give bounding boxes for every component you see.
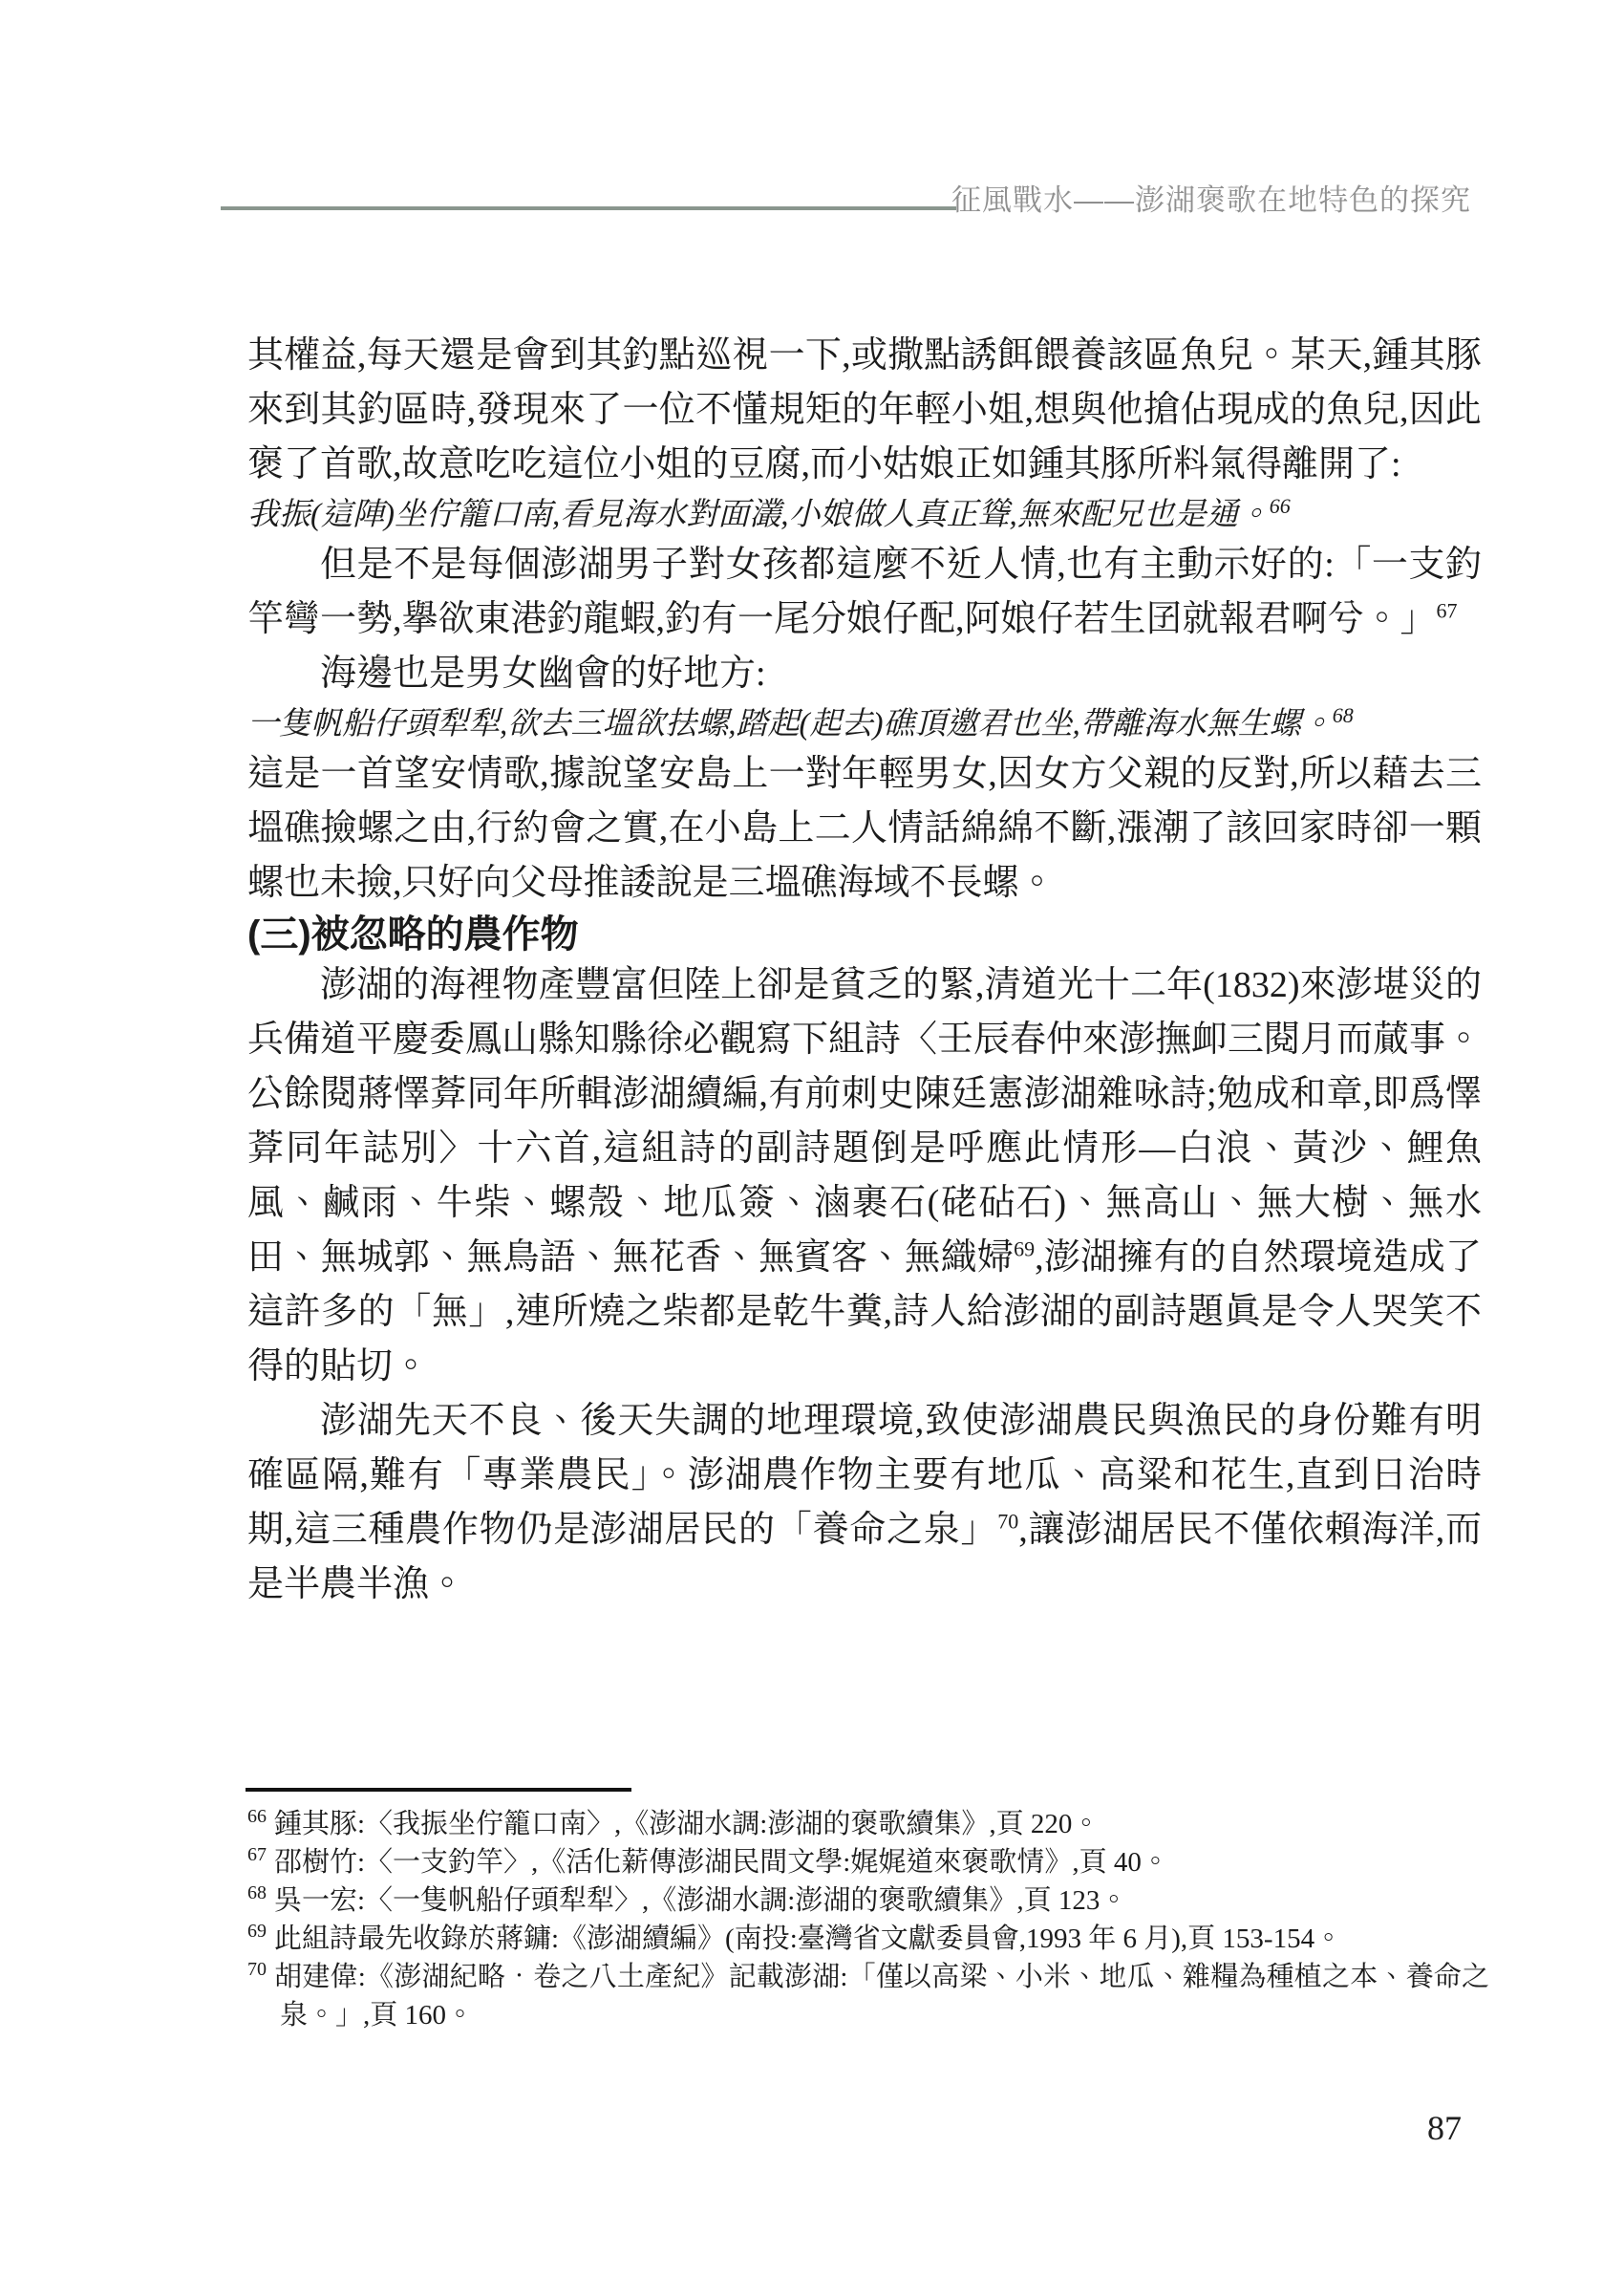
footnotes-block: [247, 1805, 1489, 2034]
footnote-number: 68: [247, 1882, 267, 1904]
footnote-number: 70: [247, 1959, 267, 1981]
footnote-separator-rule: [246, 1788, 631, 1792]
footnote-ref: 69: [1014, 1236, 1036, 1261]
footnote: $^{70}$ 胡建偉:《澎湖紀略‧卷之八土產紀》記載澎湖:「僅以高梁、小米、地瓜、雜糧為種植之本、養命之泉。」,頁 160。: [247, 1959, 1489, 2031]
footnote-ref: 67: [1436, 598, 1458, 623]
footnote-ref: 70: [997, 1509, 1019, 1534]
paragraph: 其權益,每天還是會到其釣點巡視一下,或撒點誘餌餵養該區魚兒。某天,鍾其豚來到其釣區時,發現來了一位不懂規矩的年輕小姐,想與他搶佔現成的魚兒,因此褒了首歌,故意吃吃這位小姐的豆腐,而小姑娘正如鍾其豚所料氣得離開了:: [247, 335, 1482, 484]
footnote-number: 69: [247, 1921, 267, 1943]
page-number: 87: [1427, 2109, 1462, 2147]
footnote-number: 67: [247, 1844, 267, 1866]
paragraph: 海邊也是男女幽會的好地方:: [320, 654, 766, 694]
song-quote: 一隻帆船仔頭犁犁,欲去三塭欲抾螺,踏起(起去)礁頂邀君也坐,帶離海水無生螺。$^{68}$: [247, 703, 1354, 741]
body-text-block: [247, 329, 1482, 1612]
footnote: $^{69}$ 此組詩最先收錄於蔣鏞:《澎湖續編》(南投:臺灣省文獻委員會,1993 年 6 月),頁 153-154。: [247, 1921, 1343, 1954]
footnote-ref: 66: [1269, 494, 1291, 518]
footnote: $^{66}$ 鍾其豚:〈我振坐佇籠口南〉,《澎湖水調:澎湖的褒歌續集》,頁 220。: [247, 1806, 1100, 1839]
footnote-number: 66: [247, 1806, 267, 1828]
footnote: $^{68}$ 吳一宏:〈一隻帆船仔頭犁犁〉,《澎湖水調:澎湖的褒歌續集》,頁 123。: [247, 1882, 1128, 1916]
footnote: $^{67}$ 邵樹竹:〈一支釣竿〉,《活化薪傳澎湖民間文學:娓娓道來褒歌情》,頁 40。: [247, 1844, 1169, 1878]
paragraph: 這是一首望安情歌,據說望安島上一對年輕男女,因女方父親的反對,所以藉去三塭礁撿螺之由,行約會之實,在小島上二人情話綿綿不斷,漲潮了該回家時卻一顆螺也未撿,只好向父母推諉說是三塭礁海域不長螺。: [247, 754, 1482, 903]
header-rule: [221, 206, 956, 210]
section-heading: (三)被忽略的農作物: [247, 913, 579, 956]
paragraph: 澎湖的海裡物產豐富但陸上卻是貧乏的緊,清道光十二年(1832)來澎堪災的兵備道平慶委鳳山縣知縣徐必觀寫下組詩〈壬辰春仲來澎撫卹三閱月而蕆事。公餘閱蔣懌葊同年所輯澎湖續編,有前刺史陳廷憲澎湖雜咏詩;勉成和章,即爲懌葊同年誌別〉十六首,這組詩的副詩題倒是呼應此情形—白浪、黃沙、鯉魚風、鹹雨、牛柴、螺殼、地瓜簽、滷裹石(硓砧石)、無高山、無大樹、無水田、無城郭、無鳥語、無花香、無賓客、無織婦$^{69}$,澎湖擁有的自然環境造成了這許多的「無」,連所燒之柴都是乾牛糞,詩人給澎湖的副詩題眞是令人哭笑不得的貼切。: [247, 965, 1483, 1386]
paragraph: 但是不是每個澎湖男子對女孩都這麼不近人情,也有主動示好的:「一支釣竿彎一勢,擧欲東港釣龍蝦,釣有一尾分娘仔配,阿娘仔若生囝就報君啊兮。」$^{67}$: [247, 545, 1482, 639]
footnote-ref: 68: [1332, 703, 1354, 727]
running-head-title: 征風戰水——澎湖褒歌在地特色的探究: [951, 183, 1471, 217]
paragraph: 澎湖先天不良、後天失調的地理環境,致使澎湖農民與漁民的身份難有明確區隔,難有「專業農民」。澎湖農作物主要有地瓜、高粱和花生,直到日治時期,這三種農作物仍是澎湖居民的「養命之泉」$^{70}$,讓澎湖居民不僅依賴海洋,而是半農半漁。: [247, 1401, 1482, 1604]
song-quote: 我振(這陣)坐佇籠口南,看見海水對面灇,小娘做人真正聳,無來配兄也是通。$^{66}$: [247, 494, 1291, 532]
